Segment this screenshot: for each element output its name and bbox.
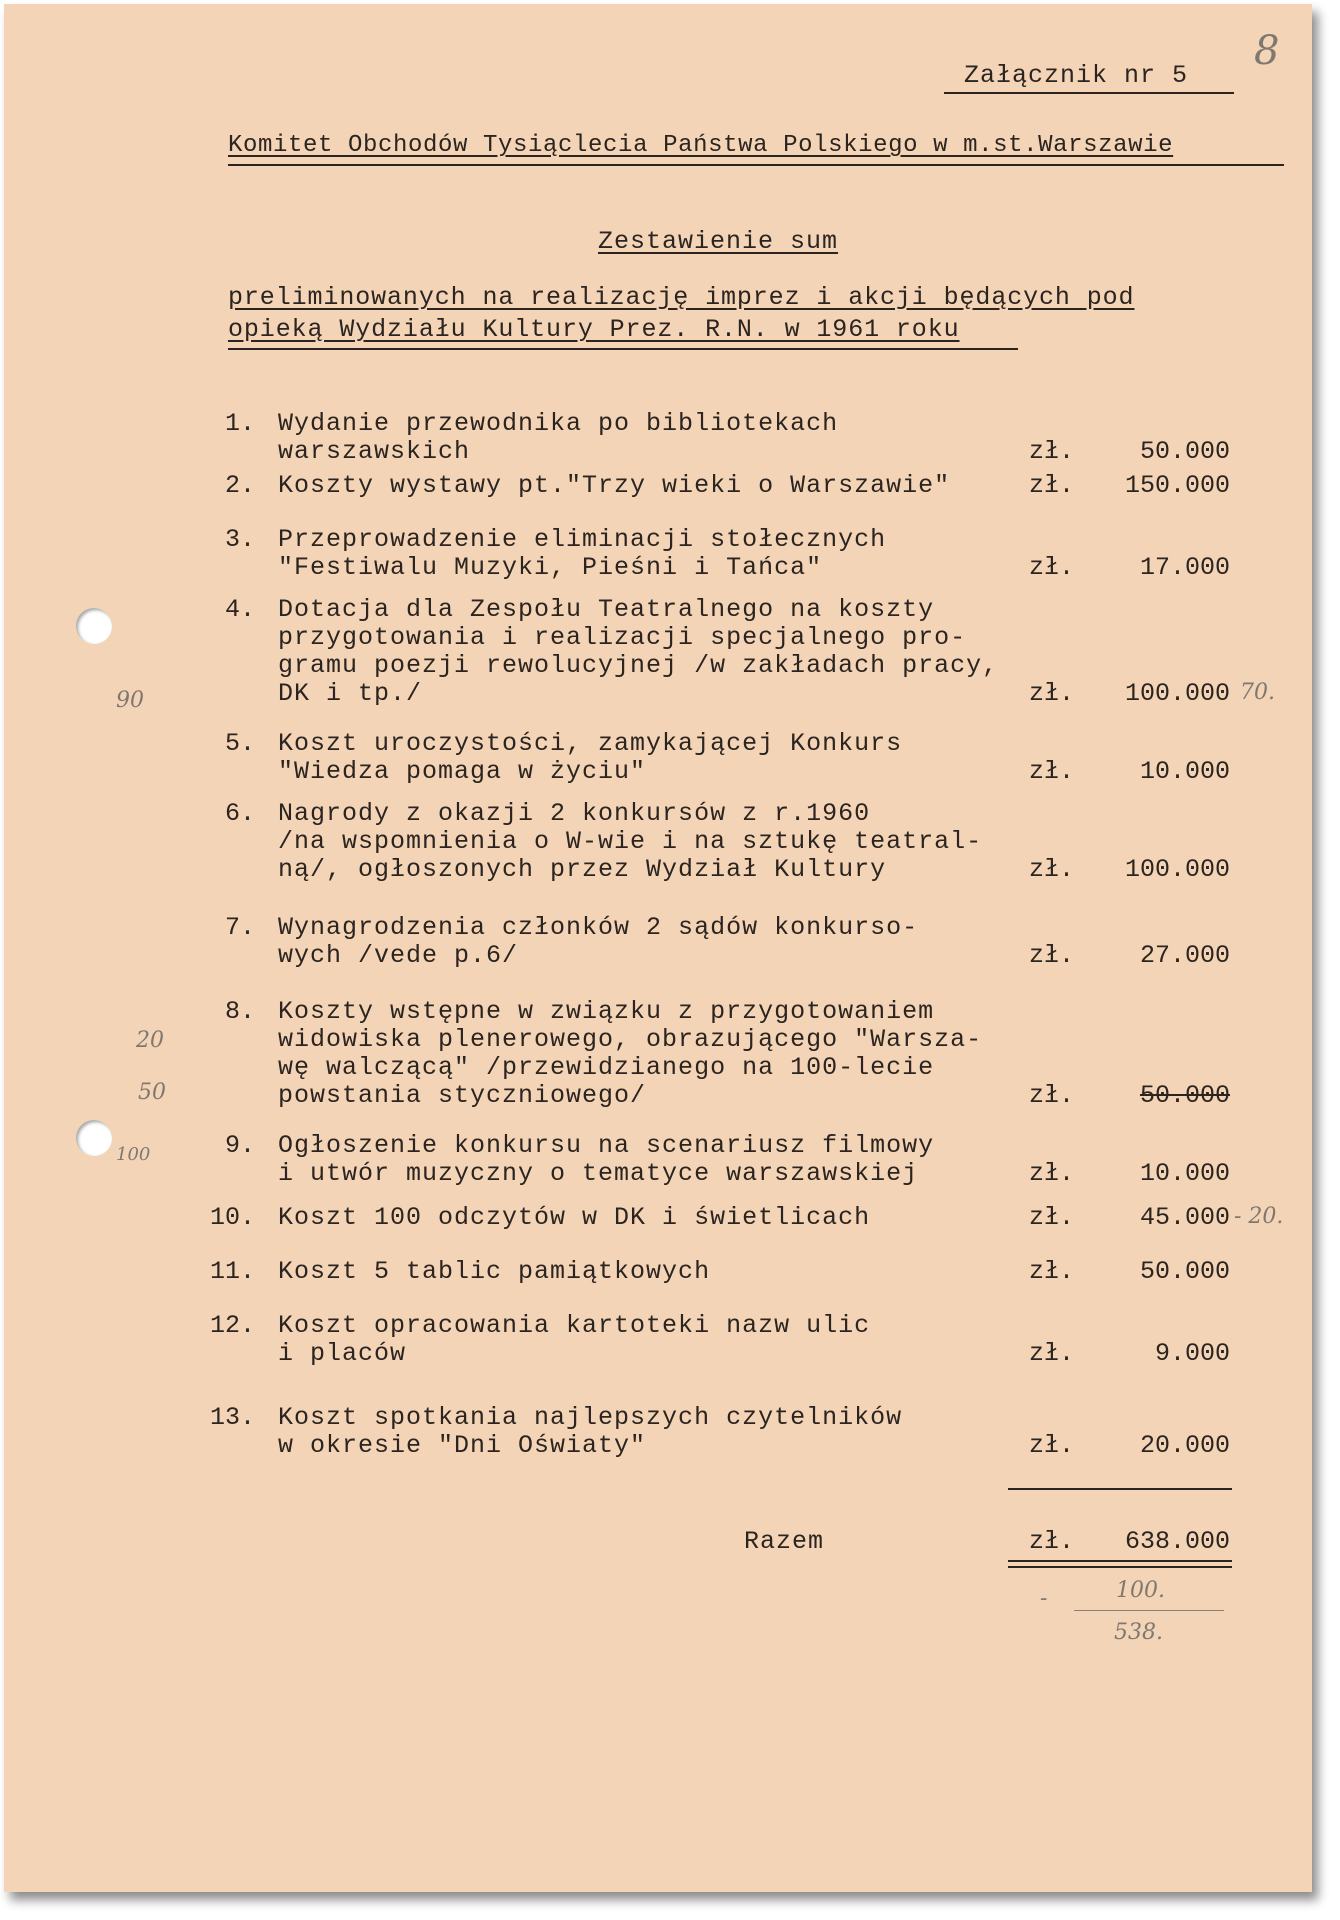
item-description: Przeprowadzenie eliminacji stołecznych "Festiwalu Muzyki, Pieśni i Tańca" xyxy=(278,525,887,582)
item-amount-struck: 50.000 xyxy=(1139,1081,1230,1110)
item-currency: zł. xyxy=(1029,1081,1075,1110)
item-currency: zł. xyxy=(1029,1431,1075,1460)
item-currency: zł. xyxy=(1029,757,1075,786)
item-number: 13. xyxy=(209,1403,255,1432)
item-amount: 27.000 xyxy=(1139,941,1230,970)
subtitle-line-2: opieką Wydziału Kultury Prez. R.N. w 1961 roku xyxy=(228,315,960,344)
item-description: Koszt uroczystości, zamykającej Konkurs "Wiedza pomaga w życiu" xyxy=(278,729,903,786)
item-number: 12. xyxy=(209,1311,255,1340)
item-currency: zł. xyxy=(1029,855,1075,884)
item-currency: zł. xyxy=(1029,553,1075,582)
item-number: 3. xyxy=(224,525,255,554)
document-sheet xyxy=(4,4,1312,1892)
handwritten-note: - 20. xyxy=(1234,1204,1284,1229)
item-number: 6. xyxy=(224,799,255,828)
item-currency: zł. xyxy=(1029,437,1075,466)
punch-hole-top xyxy=(76,608,112,644)
subtitle-line-1: preliminowanych na realizację imprez i akcji będących pod xyxy=(228,283,1135,312)
handwritten-note: 100 xyxy=(116,1144,151,1165)
committee-header: Komitet Obchodów Tysiąclecia Państwa Polskiego w m.st.Warszawie xyxy=(228,132,1174,159)
item-currency: zł. xyxy=(1029,1203,1075,1232)
item-amount: 20.000 xyxy=(1139,1431,1230,1460)
item-amount: 9.000 xyxy=(1154,1339,1230,1368)
item-description: Dotacja dla Zespołu Teatralnego na koszty przygotowania i realizacji specjalnego pro- gramu poezji rewolucyjnej /w zakładach pracy, DK i tp./ xyxy=(278,595,999,708)
item-description: Koszt spotkania najlepszych czytelników w okresie "Dni Oświaty" xyxy=(278,1403,903,1460)
total-double-rule-1 xyxy=(1008,1560,1232,1562)
handwritten-note: 50 xyxy=(138,1080,166,1105)
item-amount: 50.000 xyxy=(1139,1257,1230,1286)
item-currency: zł. xyxy=(1029,1339,1075,1368)
item-amount: 100.000 xyxy=(1124,855,1230,884)
handwritten-page-number: 8 xyxy=(1254,28,1280,74)
item-currency: zł. xyxy=(1029,1257,1075,1286)
item-description: Koszt 100 odczytów w DK i świetlicach xyxy=(278,1203,871,1232)
item-number: 11. xyxy=(209,1257,255,1286)
item-number: 7. xyxy=(224,913,255,942)
subtitle-underline xyxy=(228,348,1018,350)
attachment-underline xyxy=(944,92,1234,94)
item-number: 2. xyxy=(224,471,255,500)
total-top-rule xyxy=(1008,1488,1232,1490)
handwritten-note: 538. xyxy=(1114,1620,1163,1645)
item-number: 4. xyxy=(224,595,255,624)
item-amount: 10.000 xyxy=(1139,1159,1230,1188)
item-description: Koszt 5 tablic pamiątkowych xyxy=(278,1257,711,1286)
handwritten-note: 20 xyxy=(136,1028,164,1053)
item-description: Wynagrodzenia członków 2 sądów konkurso- wych /vede p.6/ xyxy=(278,913,919,970)
item-number: 10. xyxy=(209,1203,255,1232)
document-title: Zestawienie sum xyxy=(598,227,839,256)
item-amount: 50.000 xyxy=(1139,437,1230,466)
item-number: 5. xyxy=(224,729,255,758)
item-amount: 17.000 xyxy=(1139,553,1230,582)
item-description: Koszt opracowania kartoteki nazw ulic i placów xyxy=(278,1311,871,1368)
handwritten-note: - xyxy=(1040,1586,1048,1611)
punch-hole-bottom xyxy=(76,1120,112,1156)
item-currency: zł. xyxy=(1029,679,1075,708)
item-description: Nagrody z okazji 2 konkursów z r.1960 /na wspomnienia o W-wie i na sztukę teatral- ną/, ogłoszonych przez Wydział Kultury xyxy=(278,799,983,884)
handwritten-note: 90 xyxy=(116,688,144,713)
item-description: Wydanie przewodnika po bibliotekach warszawskich xyxy=(278,409,839,466)
item-number: 9. xyxy=(224,1131,255,1160)
item-description: Koszty wystawy pt."Trzy wieki o Warszawie" xyxy=(278,471,951,500)
committee-underline xyxy=(228,164,1284,166)
total-currency: zł. xyxy=(1029,1527,1075,1556)
handwritten-note: 100. xyxy=(1116,1578,1165,1603)
item-amount: 150.000 xyxy=(1124,471,1230,500)
item-currency: zł. xyxy=(1029,941,1075,970)
item-description: Ogłoszenie konkursu na scenariusz filmowy i utwór muzyczny o tematyce warszawskiej xyxy=(278,1131,935,1188)
item-amount: 100.000 xyxy=(1124,679,1230,708)
item-number: 1. xyxy=(224,409,255,438)
total-amount: 638.000 xyxy=(1124,1527,1230,1556)
item-description: Koszty wstępne w związku z przygotowaniem widowiska plenerowego, obrazującego "Warsza- wę walczącą" /przewidzianego na 100-lecie powstania styczniowego/ xyxy=(278,997,983,1110)
item-amount: 45.000 xyxy=(1139,1203,1230,1232)
item-currency: zł. xyxy=(1029,471,1075,500)
item-amount: 10.000 xyxy=(1139,757,1230,786)
attachment-label: Załącznik nr 5 xyxy=(964,61,1189,90)
handwritten-note: 70. xyxy=(1240,680,1275,705)
item-currency: zł. xyxy=(1029,1159,1075,1188)
item-number: 8. xyxy=(224,997,255,1026)
total-double-rule-2 xyxy=(1008,1566,1232,1568)
total-label: Razem xyxy=(744,1527,825,1556)
handwritten-sum-line xyxy=(1074,1610,1224,1611)
